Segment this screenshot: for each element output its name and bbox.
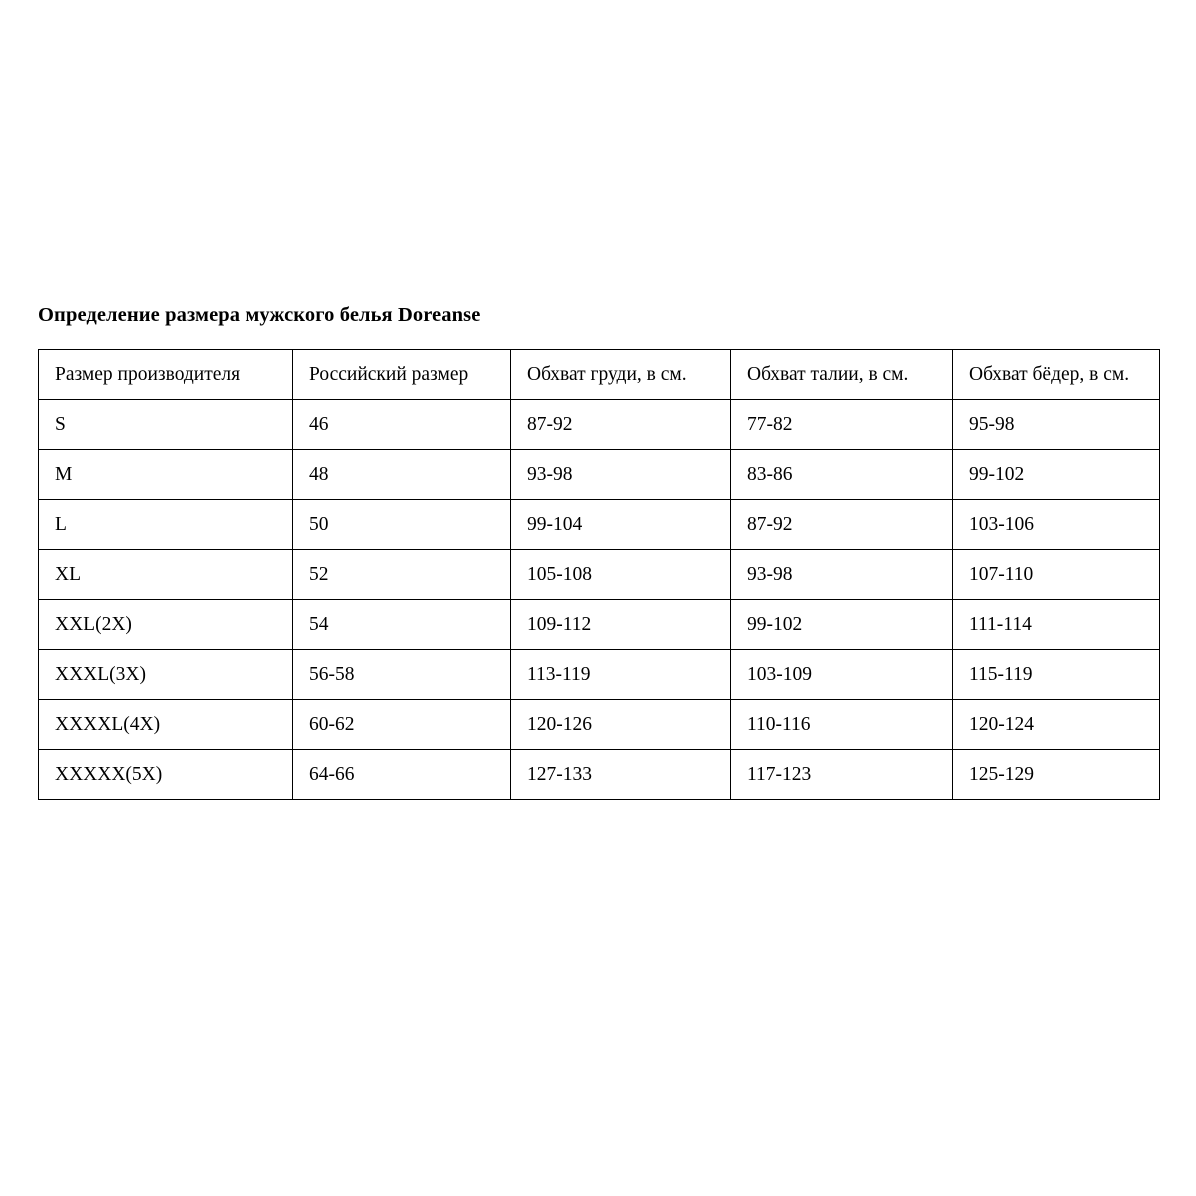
cell-chest: 105-108 (511, 550, 731, 600)
cell-chest: 87-92 (511, 400, 731, 450)
cell-chest: 113-119 (511, 650, 731, 700)
cell-hips: 120-124 (953, 700, 1160, 750)
column-header-russian-size: Российский размер (293, 350, 511, 400)
cell-russian-size: 60-62 (293, 700, 511, 750)
cell-hips: 95-98 (953, 400, 1160, 450)
cell-chest: 99-104 (511, 500, 731, 550)
cell-manufacturer-size: XXL(2X) (39, 600, 293, 650)
cell-waist: 93-98 (731, 550, 953, 600)
cell-manufacturer-size: L (39, 500, 293, 550)
cell-russian-size: 52 (293, 550, 511, 600)
cell-russian-size: 64-66 (293, 750, 511, 800)
cell-waist: 99-102 (731, 600, 953, 650)
cell-waist: 117-123 (731, 750, 953, 800)
column-header-hips: Обхват бёдер, в см. (953, 350, 1160, 400)
table-row (39, 500, 1160, 550)
table-row (39, 750, 1160, 800)
cell-russian-size: 54 (293, 600, 511, 650)
cell-chest: 93-98 (511, 450, 731, 500)
page-title: Определение размера мужского белья Doreanse (38, 304, 481, 326)
cell-hips: 125-129 (953, 750, 1160, 800)
cell-hips: 115-119 (953, 650, 1160, 700)
table-row (39, 550, 1160, 600)
cell-chest: 127-133 (511, 750, 731, 800)
table-header-row (39, 350, 1160, 400)
cell-russian-size: 46 (293, 400, 511, 450)
column-header-manufacturer-size: Размер производителя (39, 350, 293, 400)
cell-waist: 87-92 (731, 500, 953, 550)
cell-russian-size: 48 (293, 450, 511, 500)
cell-russian-size: 50 (293, 500, 511, 550)
cell-manufacturer-size: XL (39, 550, 293, 600)
cell-manufacturer-size: XXXL(3X) (39, 650, 293, 700)
cell-hips: 99-102 (953, 450, 1160, 500)
cell-russian-size: 56-58 (293, 650, 511, 700)
cell-manufacturer-size: XXXXX(5X) (39, 750, 293, 800)
cell-chest: 109-112 (511, 600, 731, 650)
table-row (39, 400, 1160, 450)
cell-waist: 77-82 (731, 400, 953, 450)
table-row (39, 650, 1160, 700)
cell-waist: 103-109 (731, 650, 953, 700)
cell-chest: 120-126 (511, 700, 731, 750)
cell-manufacturer-size: S (39, 400, 293, 450)
column-header-waist: Обхват талии, в см. (731, 350, 953, 400)
cell-hips: 111-114 (953, 600, 1160, 650)
cell-hips: 103-106 (953, 500, 1160, 550)
column-header-chest: Обхват груди, в см. (511, 350, 731, 400)
cell-manufacturer-size: XXXXL(4X) (39, 700, 293, 750)
cell-manufacturer-size: M (39, 450, 293, 500)
cell-waist: 83-86 (731, 450, 953, 500)
size-chart-table (38, 349, 1160, 800)
cell-hips: 107-110 (953, 550, 1160, 600)
table-row (39, 600, 1160, 650)
table-row (39, 700, 1160, 750)
table-row (39, 450, 1160, 500)
cell-waist: 110-116 (731, 700, 953, 750)
